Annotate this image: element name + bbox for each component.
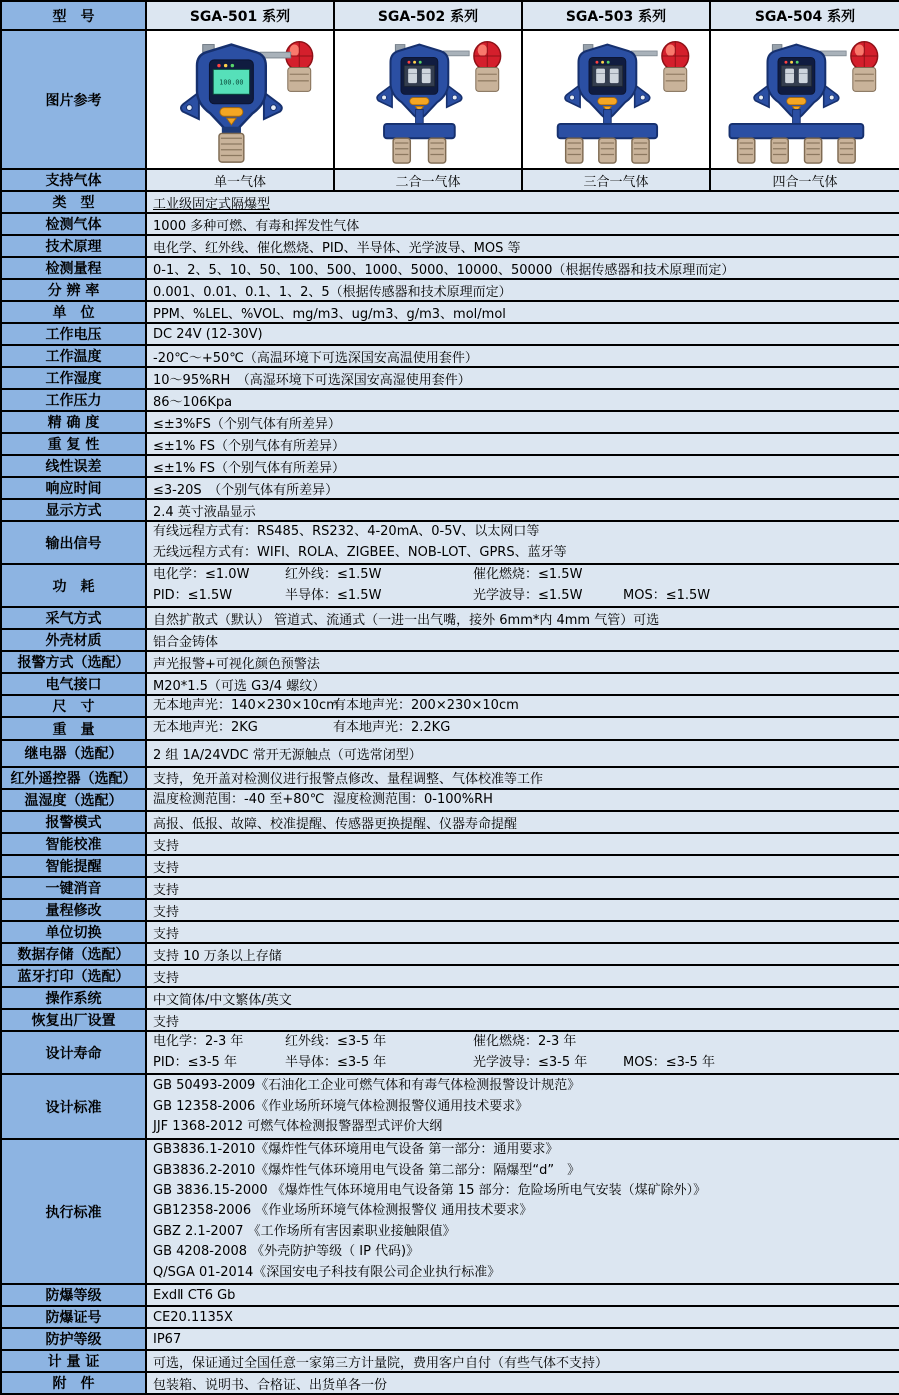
row-label: 智能校准 <box>1 833 146 855</box>
value-line <box>153 1053 893 1073</box>
row-label: 防爆等级 <box>1 1284 146 1306</box>
row-label: 单 位 <box>1 301 146 323</box>
row-value <box>146 965 899 987</box>
spec-row-28 <box>1 789 899 811</box>
spec-row-40 <box>1 1074 899 1139</box>
value-segment: 电化学：≤1.0W <box>153 567 250 583</box>
row-value <box>146 673 899 695</box>
value-text: ≤3-20S （个别气体有所差异） <box>153 482 339 498</box>
row-label: 线性误差 <box>1 455 146 477</box>
row-label: 报警模式 <box>1 811 146 833</box>
spec-row-44 <box>1 1328 899 1350</box>
row-value <box>146 1031 899 1074</box>
row-value <box>146 899 899 921</box>
spec-row-34 <box>1 921 899 943</box>
row-value <box>146 1284 899 1306</box>
spec-row-16 <box>1 477 899 499</box>
spec-row-6 <box>1 257 899 279</box>
value-line: Q/SGA 01-2014《深国安电子科技有限公司企业执行标准》 <box>153 1264 501 1280</box>
value-segment: 温度检测范围：-40 至+80℃ <box>153 791 325 807</box>
value-line: GBZ 2.1-2007 《工作场所有害因素职业接触限值》 <box>153 1223 456 1239</box>
row-label: 技术原理 <box>1 235 146 257</box>
value-text: 可选，保证通过全国任意一家第三方计量院，费用客户自付（有些气体不支持） <box>153 1355 609 1371</box>
value-text: 支持，免开盖对检测仪进行报警点修改、量程调整、气体校准等工作 <box>153 772 544 788</box>
value-segment: 光学波导：≤3-5 年 <box>473 1054 588 1070</box>
supported-gas: 四合一气体 <box>710 169 899 191</box>
value-text: 支持 <box>153 882 180 898</box>
spec-row-41 <box>1 1139 899 1284</box>
row-value <box>146 789 899 811</box>
row-value <box>146 651 899 673</box>
value-segment: 电化学：2-3 年 <box>153 1034 244 1050</box>
row-label: 精 确 度 <box>1 411 146 433</box>
spec-row-42 <box>1 1284 899 1306</box>
spec-table-body <box>1 1 899 1394</box>
row-label: 数据存储（选配） <box>1 943 146 965</box>
value-text: CE20.1135X <box>153 1309 233 1325</box>
spec-row-33 <box>1 899 899 921</box>
value-text: 高报、低报、故障、校准提醒、传感器更换提醒、仪器寿命提醒 <box>153 816 518 832</box>
spec-row-30 <box>1 833 899 855</box>
row-value <box>146 323 899 345</box>
value-segment: PID：≤1.5W <box>153 587 233 603</box>
value-line: GB 12358-2006《作业场所环境气体检测报警仪通用技术要求》 <box>153 1098 529 1114</box>
row-value <box>146 695 899 717</box>
value-text: 支持 <box>153 838 180 854</box>
row-label: 附 件 <box>1 1372 146 1394</box>
value-text: 86～106Kpa <box>153 394 233 410</box>
spec-row-26 <box>1 740 899 767</box>
row-label: 恢复出厂设置 <box>1 1009 146 1031</box>
value-text: DC 24V (12-30V) <box>153 326 263 342</box>
spec-row-39 <box>1 1031 899 1074</box>
row-label: 执行标准 <box>1 1139 146 1284</box>
value-segment: PID：≤3-5 年 <box>153 1054 237 1070</box>
row-value <box>146 629 899 651</box>
row-label: 操作系统 <box>1 987 146 1009</box>
spec-row-2 <box>1 169 899 191</box>
spec-row-25 <box>1 717 899 739</box>
value-line <box>153 696 893 716</box>
row-label: 采气方式 <box>1 607 146 629</box>
row-label: 输出信号 <box>1 521 146 564</box>
value-text: 包装箱、说明书、合格证、出货单各一份 <box>153 1377 388 1393</box>
model-name: SGA-503 系列 <box>522 1 710 30</box>
value-text: 支持 <box>153 970 180 986</box>
spec-row-23 <box>1 673 899 695</box>
spec-row-3 <box>1 191 899 213</box>
spec-row-1 <box>1 30 899 169</box>
value-segment: 催化燃烧：≤1.5W <box>473 567 583 583</box>
row-value <box>146 433 899 455</box>
row-value <box>146 1328 899 1350</box>
spec-row-18 <box>1 521 899 564</box>
row-label: 功 耗 <box>1 564 146 607</box>
row-value <box>146 987 899 1009</box>
row-label: 报警方式（选配） <box>1 651 146 673</box>
value-text: ≤±3%FS（个别气体有所差异） <box>153 416 341 432</box>
row-label: 设计标准 <box>1 1074 146 1139</box>
value-text: 0-1、2、5、10、50、100、500、1000、5000、10000、50000（根据传感器和技术原理而定） <box>153 262 735 278</box>
value-segment: 无本地声光：140×230×10cm <box>153 698 339 713</box>
row-label: 分 辨 率 <box>1 279 146 301</box>
row-label: 智能提醒 <box>1 855 146 877</box>
gas-detector-2-probes-icon <box>335 31 521 168</box>
row-label: 工作湿度 <box>1 367 146 389</box>
row-value <box>146 455 899 477</box>
spec-row-24 <box>1 695 899 717</box>
value-text: 10～95%RH （高湿环境下可选深国安高湿使用套件） <box>153 372 471 388</box>
row-value <box>146 943 899 965</box>
row-value <box>146 477 899 499</box>
spec-row-15 <box>1 455 899 477</box>
value-segment: 催化燃烧：2-3 年 <box>473 1034 577 1050</box>
row-label: 外壳材质 <box>1 629 146 651</box>
supported-gas: 单一气体 <box>146 169 334 191</box>
row-value <box>146 235 899 257</box>
row-value <box>146 1009 899 1031</box>
device-image-cell <box>522 30 710 169</box>
spec-row-5 <box>1 235 899 257</box>
row-value <box>146 389 899 411</box>
value-line: GB3836.1-2010《爆炸性气体环境用电气设备 第一部分：通用要求》 <box>153 1142 559 1158</box>
value-text: IP67 <box>153 1331 182 1347</box>
row-label: 单位切换 <box>1 921 146 943</box>
row-value <box>146 1139 899 1284</box>
device-image-cell <box>334 30 522 169</box>
row-label: 重 复 性 <box>1 433 146 455</box>
value-text: 声光报警+可视化颜色预警法 <box>153 656 320 672</box>
row-value <box>146 740 899 767</box>
value-text: 0.001、0.01、0.1、1、2、5（根据传感器和技术原理而定） <box>153 284 512 300</box>
value-text: 支持 <box>153 1014 180 1030</box>
value-segment: 光学波导：≤1.5W <box>473 587 583 603</box>
value-text: 支持 <box>153 860 180 876</box>
value-segment: 半导体：≤1.5W <box>285 587 382 603</box>
value-segment: MOS：≤3-5 年 <box>623 1054 715 1070</box>
value-text: 支持 10 万条以上存储 <box>153 948 282 964</box>
row-value <box>146 213 899 235</box>
spec-row-32 <box>1 877 899 899</box>
row-label: 继电器（选配） <box>1 740 146 767</box>
value-text: 支持 <box>153 926 180 942</box>
row-value <box>146 855 899 877</box>
value-text: 铝合金铸体 <box>153 634 219 650</box>
value-line: JJF 1368-2012 可燃气体检测报警器型式评价大纲 <box>153 1118 443 1134</box>
row-value <box>146 811 899 833</box>
row-label: 工作电压 <box>1 323 146 345</box>
row-label: 检测量程 <box>1 257 146 279</box>
row-value <box>146 564 899 607</box>
row-label: 检测气体 <box>1 213 146 235</box>
spec-row-43 <box>1 1306 899 1328</box>
spec-row-8 <box>1 301 899 323</box>
spec-row-14 <box>1 433 899 455</box>
spec-row-20 <box>1 607 899 629</box>
row-value <box>146 1074 899 1139</box>
value-segment: 有本地声光：2.2KG <box>333 720 451 736</box>
row-value <box>146 191 899 213</box>
svg-text:100.00: 100.00 <box>219 78 244 87</box>
row-value <box>146 1372 899 1394</box>
value-line: GB 4208-2008 《外壳防护等级（ IP 代码)》 <box>153 1244 420 1260</box>
row-value <box>146 367 899 389</box>
value-text: 中文简体/中文繁体/英文 <box>153 992 292 1008</box>
gas-detector-1-probe-icon <box>147 31 333 168</box>
row-label: 型 号 <box>1 1 146 30</box>
spec-row-0 <box>1 1 899 30</box>
value-text: 2.4 英寸液晶显示 <box>153 504 256 520</box>
spec-row-38 <box>1 1009 899 1031</box>
row-value <box>146 345 899 367</box>
row-label: 工作温度 <box>1 345 146 367</box>
value-text: 工业级固定式隔爆型 <box>153 196 271 212</box>
model-name: SGA-504 系列 <box>710 1 899 30</box>
spec-row-4 <box>1 213 899 235</box>
value-segment: 有本地声光：200×230×10cm <box>333 698 519 713</box>
spec-row-36 <box>1 965 899 987</box>
row-label: 防爆证号 <box>1 1306 146 1328</box>
row-label: 红外遥控器（选配） <box>1 767 146 789</box>
row-label: 类 型 <box>1 191 146 213</box>
row-value <box>146 717 899 739</box>
value-text: 2 组 1A/24VDC 常开无源触点（可选常闭型） <box>153 747 422 763</box>
value-text: ≤±1% FS（个别气体有所差异） <box>153 460 346 476</box>
value-line: 有线远程方式有：RS485、RS232、4-20mA、0-5V、以太网口等 <box>153 524 540 540</box>
device-image-cell <box>710 30 899 169</box>
row-label: 防护等级 <box>1 1328 146 1350</box>
value-line: GB 3836.15-2000 《爆炸性气体环境用电气设备第 15 部分：危险场所电气安装（煤矿除外）》 <box>153 1183 707 1199</box>
row-label: 量程修改 <box>1 899 146 921</box>
spec-row-31 <box>1 855 899 877</box>
row-label: 计 量 证 <box>1 1350 146 1372</box>
device-image-cell <box>146 30 334 169</box>
spec-row-29 <box>1 811 899 833</box>
value-text: -20℃～+50℃（高温环境下可选深国安高温使用套件） <box>153 350 478 366</box>
row-label: 设计寿命 <box>1 1031 146 1074</box>
row-value <box>146 877 899 899</box>
spec-row-11 <box>1 367 899 389</box>
value-line: GB12358-2006 《作业场所环境气体检测报警仪 通用技术要求》 <box>153 1203 533 1219</box>
spec-row-21 <box>1 629 899 651</box>
row-label: 支持气体 <box>1 169 146 191</box>
value-line: GB 50493-2009《石油化工企业可燃气体和有毒气体检测报警设计规范》 <box>153 1078 581 1094</box>
row-value <box>146 767 899 789</box>
row-label: 温湿度（选配） <box>1 789 146 811</box>
row-label: 显示方式 <box>1 499 146 521</box>
spec-row-37 <box>1 987 899 1009</box>
row-label: 尺 寸 <box>1 695 146 717</box>
spec-row-27 <box>1 767 899 789</box>
model-name: SGA-501 系列 <box>146 1 334 30</box>
spec-row-7 <box>1 279 899 301</box>
spec-row-46 <box>1 1372 899 1394</box>
spec-row-9 <box>1 323 899 345</box>
value-segment: 半导体：≤3-5 年 <box>285 1054 387 1070</box>
value-text: 自然扩散式（默认） 管道式、流通式（一进一出气嘴，接外 6mm*内 4mm 气管）可选 <box>153 612 660 628</box>
row-label: 响应时间 <box>1 477 146 499</box>
row-value <box>146 1306 899 1328</box>
value-line: GB3836.2-2010《爆炸性气体环境用电气设备 第二部分：隔爆型“d” 》 <box>153 1162 581 1178</box>
supported-gas: 三合一气体 <box>522 169 710 191</box>
row-value <box>146 607 899 629</box>
spec-row-12 <box>1 389 899 411</box>
value-segment: 红外线：≤3-5 年 <box>285 1034 387 1050</box>
value-text: M20*1.5（可选 G3/4 螺纹） <box>153 678 326 694</box>
value-line <box>153 718 893 738</box>
row-value <box>146 833 899 855</box>
row-value <box>146 257 899 279</box>
value-line <box>153 586 893 606</box>
spec-row-22 <box>1 651 899 673</box>
value-line <box>153 565 893 585</box>
row-value <box>146 521 899 564</box>
row-value <box>146 279 899 301</box>
model-name: SGA-502 系列 <box>334 1 522 30</box>
row-label: 工作压力 <box>1 389 146 411</box>
supported-gas: 二合一气体 <box>334 169 522 191</box>
row-label: 电气接口 <box>1 673 146 695</box>
value-line: 无线远程方式有：WIFI、ROLA、ZIGBEE、NOB-LOT、GPRS、蓝牙等 <box>153 544 567 560</box>
value-text: 电化学、红外线、催化燃烧、PID、半导体、光学波导、MOS 等 <box>153 240 521 256</box>
value-line <box>153 790 893 810</box>
value-segment: MOS：≤1.5W <box>623 587 711 603</box>
value-segment: 红外线：≤1.5W <box>285 567 382 583</box>
value-text: ExdⅡ CT6 Gb <box>153 1287 236 1303</box>
value-text: ≤±1% FS（个别气体有所差异） <box>153 438 346 454</box>
spec-row-17 <box>1 499 899 521</box>
value-text: 1000 多种可燃、有毒和挥发性气体 <box>153 218 360 234</box>
value-text: 支持 <box>153 904 180 920</box>
gas-detector-3-probes-icon <box>523 31 709 168</box>
row-value <box>146 301 899 323</box>
spec-row-19 <box>1 564 899 607</box>
gas-detector-4-probes-icon <box>711 31 899 168</box>
row-label: 蓝牙打印（选配） <box>1 965 146 987</box>
spec-row-13 <box>1 411 899 433</box>
value-segment: 无本地声光：2KG <box>153 720 258 736</box>
row-value <box>146 411 899 433</box>
row-label: 重 量 <box>1 717 146 739</box>
value-segment: 湿度检测范围：0-100%RH <box>333 791 493 807</box>
value-line <box>153 1032 893 1052</box>
row-label: 一键消音 <box>1 877 146 899</box>
spec-row-35 <box>1 943 899 965</box>
value-text: PPM、%LEL、%VOL、mg/m3、ug/m3、g/m3、mol/mol <box>153 306 506 322</box>
spec-row-10 <box>1 345 899 367</box>
row-value <box>146 921 899 943</box>
row-label: 图片参考 <box>1 30 146 169</box>
row-value <box>146 499 899 521</box>
